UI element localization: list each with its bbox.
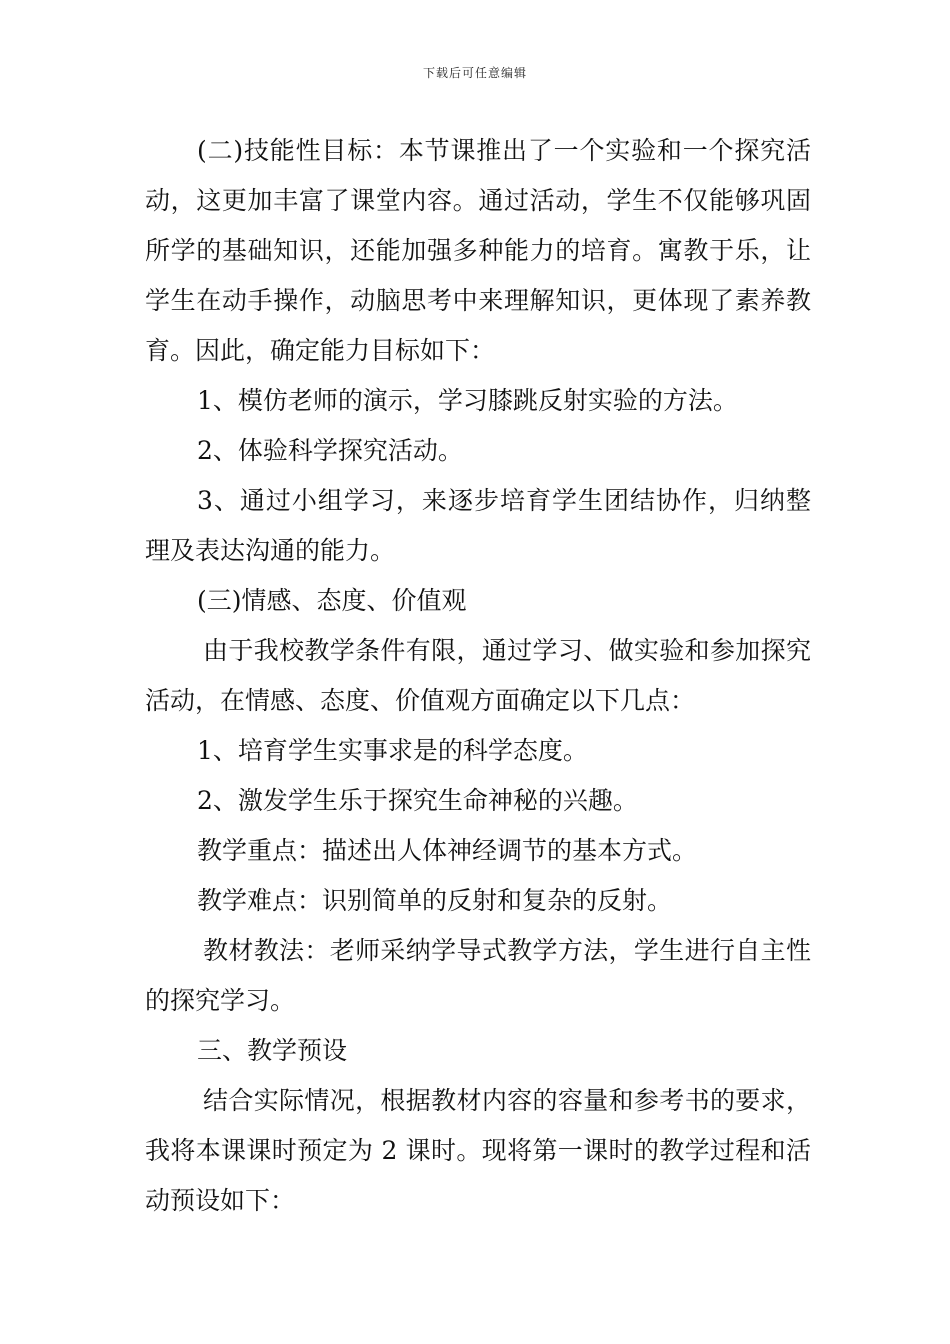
list-item: 2、体验科学探究活动。 <box>197 436 463 465</box>
document-body <box>145 126 811 1226</box>
list-item: 1、培育学生实事求是的科学态度。 <box>197 736 588 765</box>
paragraph-teaching-difficulty: 教学难点：识别简单的反射和复杂的反射。 <box>197 886 673 915</box>
paragraph-skill-objectives: (二)技能性目标：本节课推出了一个实验和一个探究活动，这更加丰富了课堂内容。通过活动，学生不仅能够巩固所学的基础知识，还能加强多种能力的培育。寓教于乐，让学生在动手操作，动脑思考中来理解知识，更体现了素养教育。因此，确定能力目标如下： <box>145 136 811 365</box>
paragraph-lesson-plan: 结合实际情况，根据教材内容的容量和参考书的要求，我将本课课时预定为 2 课时。现将第一课时的教学过程和活动预设如下： <box>145 1086 811 1215</box>
paragraph-conditions: 由于我校教学条件有限，通过学习、做实验和参加探究活动，在情感、态度、价值观方面确定以下几点： <box>145 636 811 715</box>
list-item: 3、通过小组学习，来逐步培育学生团结协作，归纳整理及表达沟通的能力。 <box>145 486 811 565</box>
section-heading-emotion-attitude-values: (三)情感、态度、价值观 <box>197 586 467 615</box>
paragraph-teaching-key-point: 教学重点：描述出人体神经调节的基本方式。 <box>197 836 698 865</box>
section-heading-teaching-preset: 三、教学预设 <box>197 1036 348 1065</box>
list-item: 1、模仿老师的演示，学习膝跳反射实验的方法。 <box>197 386 738 415</box>
paragraph-teaching-method: 教材教法：老师采纳学导式教学方法，学生进行自主性的探究学习。 <box>145 936 811 1015</box>
list-item: 2、激发学生乐于探究生命神秘的兴趣。 <box>197 786 638 815</box>
page-header: 下载后可任意编辑 <box>422 66 527 80</box>
